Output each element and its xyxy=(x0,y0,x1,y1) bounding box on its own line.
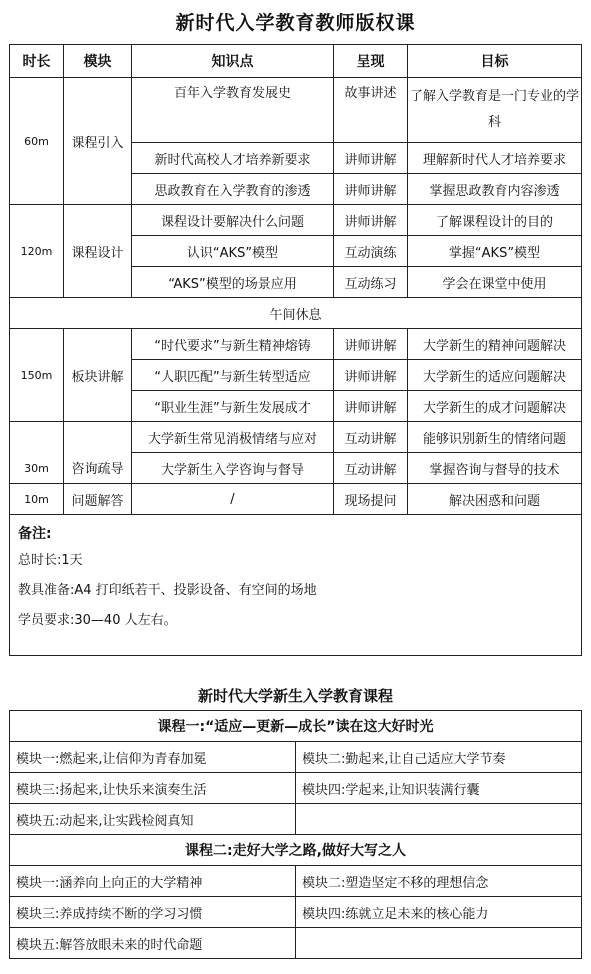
method-cell: 讲师讲解 xyxy=(334,143,408,174)
knowledge-cell: 大学新生入学咨询与督导 xyxy=(132,453,334,484)
module-item-empty xyxy=(296,928,582,959)
knowledge-cell: “人职匹配”与新生转型适应 xyxy=(132,360,334,391)
table-row xyxy=(10,205,582,236)
notes-cell xyxy=(10,515,582,656)
goal-cell: 了解课程设计的目的 xyxy=(408,205,582,236)
table-row xyxy=(10,773,582,804)
goal-cell: 掌握咨询与督导的技术 xyxy=(408,453,582,484)
method-cell: 现场提问 xyxy=(334,484,408,515)
table-row xyxy=(10,484,582,515)
knowledge-cell: 百年入学教育发展史 xyxy=(132,78,334,143)
table-row xyxy=(10,78,582,143)
module-item: 模块四:学起来,让知识装满行囊 xyxy=(296,773,582,804)
goal-cell: 能够识别新生的情绪问题 xyxy=(408,422,582,453)
header-goal: 目标 xyxy=(408,45,582,78)
course-one-header: 课程一:“适应—更新—成长”读在这大好时光 xyxy=(10,711,582,742)
module-item: 模块二:勤起来,让自己适应大学节奏 xyxy=(296,742,582,773)
method-cell: 故事讲述 xyxy=(334,78,408,143)
header-knowledge-point: 知识点 xyxy=(132,45,334,78)
course-header-row xyxy=(10,711,582,742)
notes-title: 备注: xyxy=(18,526,52,542)
course-header-row xyxy=(10,835,582,866)
note-materials: 教具准备:A4 打印纸若干、投影设备、有空间的场地 xyxy=(18,583,317,598)
goal-cell: 大学新生的成才问题解决 xyxy=(408,391,582,422)
goal-cell: 大学新生的适应问题解决 xyxy=(408,360,582,391)
module-item: 模块五:动起来,让实践检阅真知 xyxy=(10,804,296,835)
module-item: 模块五:解答放眼未来的时代命题 xyxy=(10,928,296,959)
course-title: 新时代大学新生入学教育课程 xyxy=(197,687,393,705)
table-row xyxy=(10,329,582,360)
module-item: 模块三:扬起来,让快乐来演奏生活 xyxy=(10,773,296,804)
goal-cell: 理解新时代人才培养要求 xyxy=(408,143,582,174)
goal-cell: 大学新生的精神问题解决 xyxy=(408,329,582,360)
knowledge-cell: 新时代高校人才培养新要求 xyxy=(132,143,334,174)
schedule-table xyxy=(9,44,582,656)
module-item: 模块一:涵养向上向正的大学精神 xyxy=(10,866,296,897)
table-row-break xyxy=(10,298,582,329)
method-cell: 互动讲解 xyxy=(334,453,408,484)
module-cell: 咨询疏导 xyxy=(64,422,132,484)
duration-cell: 60m xyxy=(10,78,64,205)
lunch-break-cell: 午间休息 xyxy=(10,298,582,329)
table-row xyxy=(10,866,582,897)
module-item: 模块四:练就立足未来的核心能力 xyxy=(296,897,582,928)
method-cell: 讲师讲解 xyxy=(334,391,408,422)
method-cell: 讲师讲解 xyxy=(334,174,408,205)
module-item: 模块二:塑造坚定不移的理想信念 xyxy=(296,866,582,897)
knowledge-cell: 思政教育在入学教育的渗透 xyxy=(132,174,334,205)
course-two-header: 课程二:走好大学之路,做好大写之人 xyxy=(10,835,582,866)
module-item: 模块一:燃起来,让信仰为青春加冕 xyxy=(10,742,296,773)
module-item-empty xyxy=(296,804,582,835)
method-cell: 讲师讲解 xyxy=(334,360,408,391)
duration-cell: 120m xyxy=(10,205,64,298)
goal-cell: 掌握思政教育内容渗透 xyxy=(408,174,582,205)
table-row xyxy=(10,804,582,835)
module-cell: 课程引入 xyxy=(64,78,132,205)
course-table xyxy=(9,710,582,959)
knowledge-cell: “AKS”模型的场景应用 xyxy=(132,267,334,298)
note-attendees: 学员要求:30—40 人左右。 xyxy=(18,613,177,628)
table-row xyxy=(10,897,582,928)
module-item: 模块三:养成持续不断的学习习惯 xyxy=(10,897,296,928)
method-cell: 讲师讲解 xyxy=(334,205,408,236)
notes-row xyxy=(10,515,582,656)
table-row xyxy=(10,928,582,959)
knowledge-cell: “时代要求”与新生精神熔铸 xyxy=(132,329,334,360)
duration-cell: 10m xyxy=(10,484,64,515)
table-header-row xyxy=(10,45,582,78)
method-cell: 互动练习 xyxy=(334,267,408,298)
goal-cell: 了解入学教育是一门专业的学科 xyxy=(408,78,582,143)
module-cell: 课程设计 xyxy=(64,205,132,298)
duration-cell: 30m xyxy=(10,422,64,484)
knowledge-cell: 认识“AKS”模型 xyxy=(132,236,334,267)
knowledge-cell: “职业生涯”与新生发展成才 xyxy=(132,391,334,422)
goal-cell: 学会在课堂中使用 xyxy=(408,267,582,298)
table-row xyxy=(10,422,582,453)
header-presentation: 呈现 xyxy=(334,45,408,78)
method-cell: 讲师讲解 xyxy=(334,329,408,360)
duration-cell: 150m xyxy=(10,329,64,422)
knowledge-cell: / xyxy=(132,484,334,515)
note-total-duration: 总时长:1天 xyxy=(18,553,83,568)
module-cell: 问题解答 xyxy=(64,484,132,515)
method-cell: 互动演练 xyxy=(334,236,408,267)
method-cell: 互动讲解 xyxy=(334,422,408,453)
document-title: 新时代入学教育教师版权课 xyxy=(175,12,416,34)
table-row xyxy=(10,742,582,773)
knowledge-cell: 课程设计要解决什么问题 xyxy=(132,205,334,236)
module-cell: 板块讲解 xyxy=(64,329,132,422)
goal-cell: 掌握“AKS”模型 xyxy=(408,236,582,267)
header-module: 模块 xyxy=(64,45,132,78)
knowledge-cell: 大学新生常见消极情绪与应对 xyxy=(132,422,334,453)
header-duration: 时长 xyxy=(10,45,64,78)
goal-cell: 解决困惑和问题 xyxy=(408,484,582,515)
